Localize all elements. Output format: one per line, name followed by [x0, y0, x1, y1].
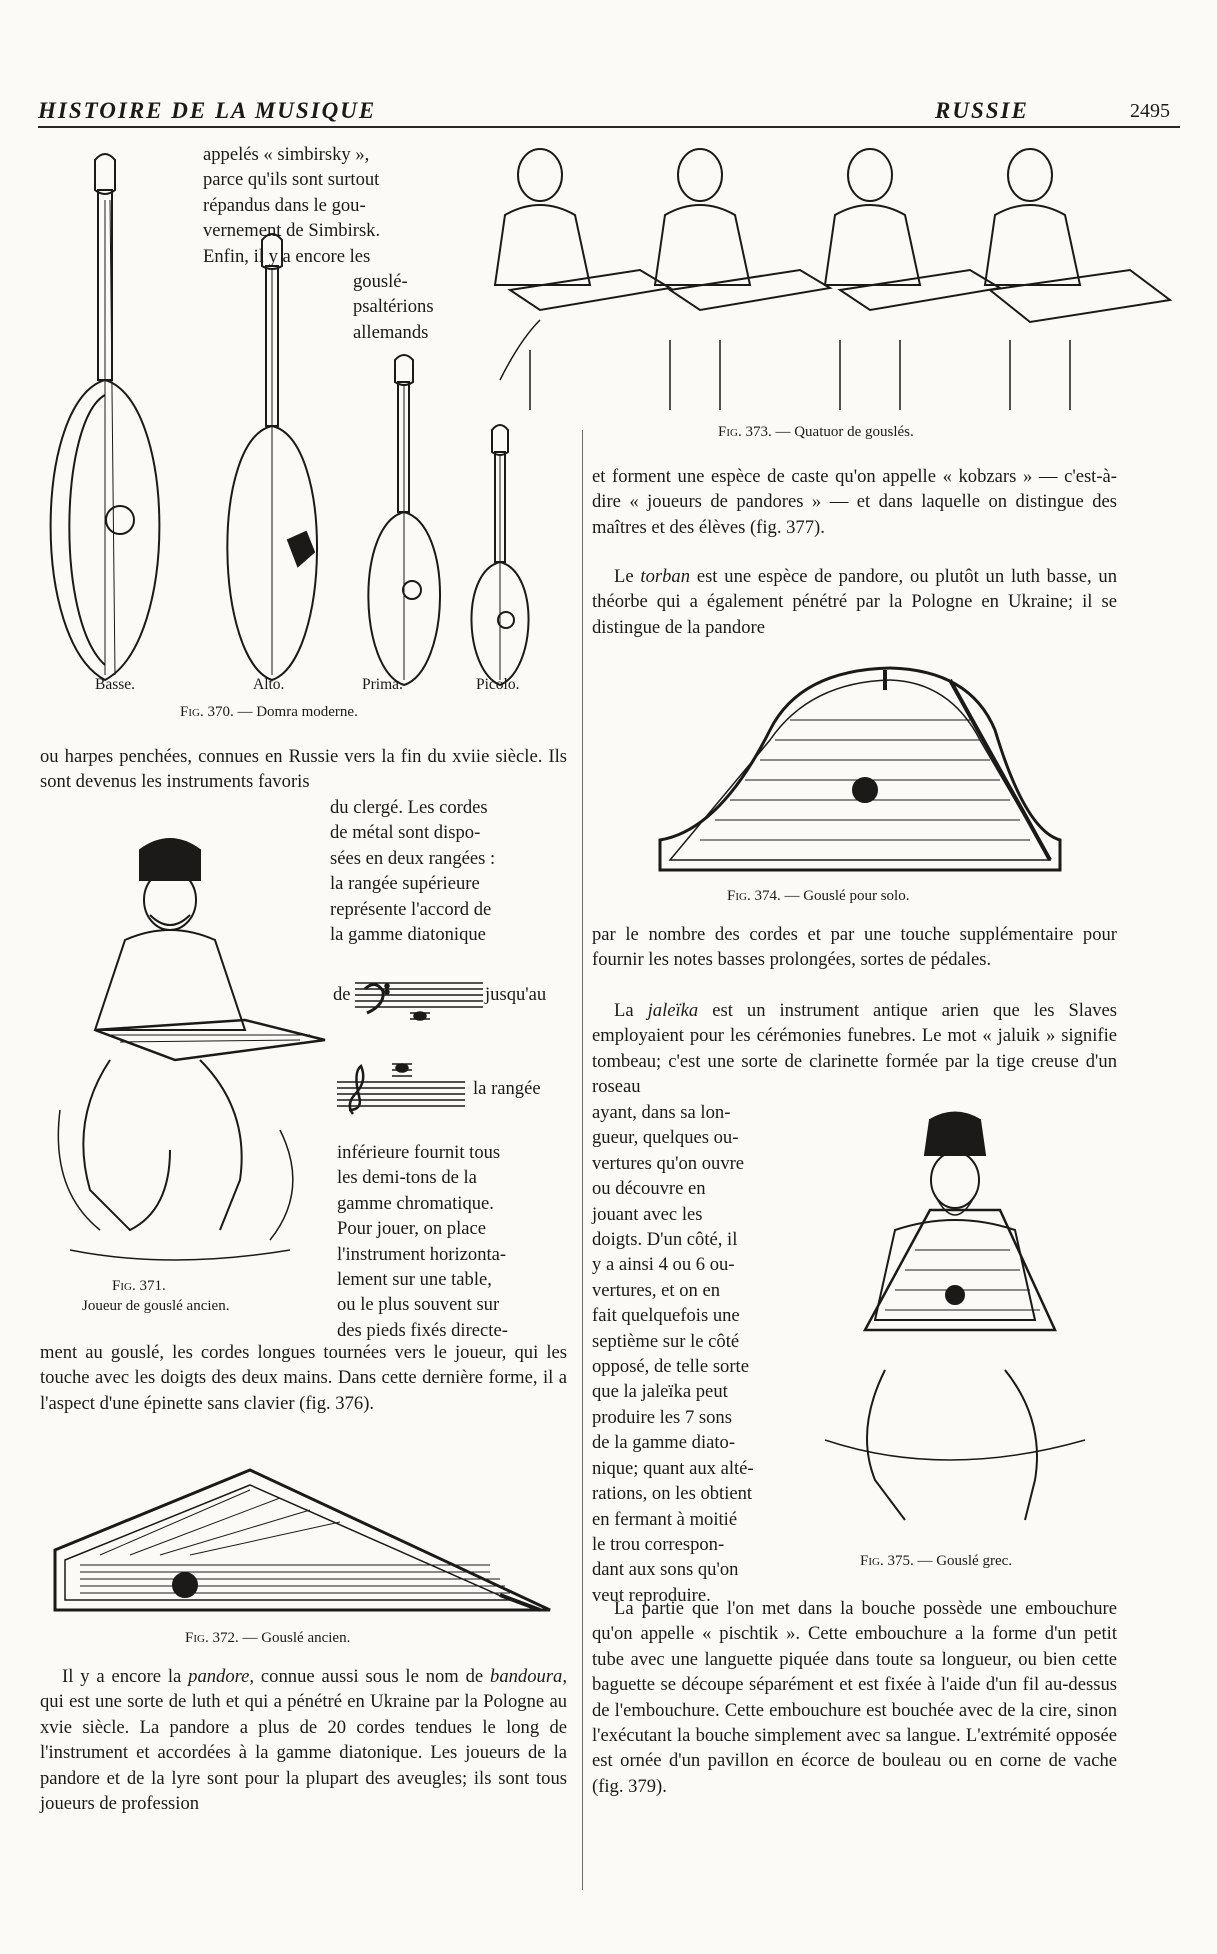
paragraph-bouche: La partie que l'on met dans la bouche possède une embouchure qu'on appelle « pischtik ». Cette embouchure a la forme d'un petit tube avec une languette piquée dans toute sa longueur, ou bien cette baguette se découpe séparément et est fixée à l'aide d'un fil au-dessus de l'embouchure. Cette embouchure est bouchée avec de la cire, sinon l'exécutant la bouche simplement avec sa langue. L'extrémité opposée est ornée d'un pavillon en écorce de bouleau ou en corne de vache (fig. 379). — [592, 1598, 1117, 1797]
fig371-caption-number — [112, 1278, 166, 1295]
text-line: lement sur une table, — [337, 1269, 492, 1291]
text-line: produire les 7 sons — [592, 1406, 732, 1428]
text-line: la rangée supérieure — [330, 873, 480, 895]
jusqu-text: jusqu'au — [485, 984, 547, 1005]
paragraph-caste: et forment une espèce de caste qu'on appelle « kobzars » — c'est-à-dire « joueurs de pandores » — et dans laquelle on distingue des maîtres et des élèves (fig. 377). — [592, 466, 1117, 538]
text-line: gouslé- — [353, 271, 408, 293]
caption-text: — Gouslé pour solo. — [780, 888, 910, 904]
paragraph-jaleika — [592, 998, 1117, 1100]
fig372-caption — [185, 1630, 350, 1647]
text-line: nique; quant aux alté- — [592, 1457, 754, 1479]
caption-text: — Gouslé ancien. — [238, 1630, 351, 1646]
paragraph-torban — [592, 564, 1117, 640]
caption-number: Fig. 371. — [112, 1278, 166, 1294]
text-line: appelés « simbirsky », — [203, 144, 370, 165]
caption-text: — Gouslé grec. — [913, 1553, 1013, 1569]
text-line: inférieure fournit tous — [337, 1142, 501, 1163]
text-line: que la jaleïka peut — [592, 1381, 728, 1403]
label-prima: Prima. — [362, 676, 403, 693]
narrow-text-block-right — [592, 1100, 797, 1608]
caption-text: — Quatuor de gouslés. — [771, 424, 914, 440]
text-run: Il y a encore la — [62, 1666, 189, 1687]
fig372-gousle-ancien-illustration — [40, 1460, 560, 1620]
running-head-title: HISTOIRE DE LA MUSIQUE — [38, 98, 377, 123]
fig370-caption — [180, 704, 358, 721]
text-line: allemands — [353, 321, 429, 343]
text-line: ou le plus souvent sur — [337, 1294, 500, 1316]
text-line: des pieds fixés directe- — [337, 1319, 508, 1341]
text-line: en fermant à moitié — [592, 1508, 738, 1530]
text-line: y a ainsi 4 ou 6 ou- — [592, 1254, 735, 1276]
text-line: de la gamme diato- — [592, 1432, 736, 1454]
fig375-caption — [860, 1553, 1012, 1570]
text-line: veut reproduire. — [592, 1584, 711, 1606]
caption-number: Fig. 370. — [180, 704, 234, 720]
text-line: représente l'accord de — [330, 898, 492, 920]
label-alto: Alto. — [253, 676, 285, 693]
text-line: ou découvre en — [592, 1178, 706, 1200]
text-line: vertures qu'on ouvre — [592, 1152, 745, 1174]
text-line: vernement de Simbirsk. — [203, 220, 381, 242]
text-run: qui est une sorte de luth et qui a pénétré en Ukraine par la Pologne au xvie siècle. La pandore a plus de 20 cordes tendues le long de l'instrument et accordées à la gamme diatonique. Les joueurs de la pandore et de la lyre sont pour la plupart des aveugles; ils sont tous joueurs de profession — [40, 1691, 567, 1815]
page-number: 2495 — [1130, 100, 1170, 122]
column-divider — [582, 430, 583, 1890]
fig371-caption-text: Joueur de gouslé ancien. — [82, 1298, 230, 1314]
caption-number: Fig. 373. — [718, 424, 772, 440]
caption-number: Fig. 372. — [185, 1630, 239, 1646]
emphasis-jaleika: jaleïka — [647, 1000, 699, 1021]
text-line: doigts. D'un côté, il — [592, 1229, 738, 1251]
paragraph-continue: ment au gouslé, les cordes longues tournées vers le joueur, qui les touche avec les doigts des deux mains. Dans cette dernière forme, il a l'aspect d'une épinette sans clavier (fig. 376). — [40, 1342, 567, 1414]
text-run: Le — [614, 566, 641, 587]
text-line: fait quelquefois une — [592, 1305, 740, 1327]
text-line: Enfin, il y a encore les — [203, 245, 371, 267]
fig373-quartet-illustration — [480, 140, 1180, 420]
treble-clef-staff-icon — [337, 1058, 465, 1118]
emphasis-bandoura: bandoura, — [490, 1666, 567, 1687]
text-line: gueur, quelques ou- — [592, 1127, 739, 1149]
text-run: est un instrument antique arien que les Slaves employaient pour les cérémonies funebres. Le mot « jaluik » signifie tombeau; c'est une sorte de clarinette formée par la tige creuse d'un roseau — [592, 1000, 1117, 1098]
text-line: Pour jouer, on place — [337, 1218, 486, 1240]
text-line: ayant, dans sa lon- — [592, 1102, 731, 1123]
fig371-player-illustration — [40, 810, 330, 1280]
text-line: gamme chromatique. — [337, 1192, 494, 1214]
text-line: répandus dans le gou- — [203, 194, 366, 216]
caption-number: Fig. 374. — [727, 888, 781, 904]
text-line: du clergé. Les cordes — [330, 797, 488, 818]
text-line: psaltérions — [353, 296, 434, 318]
header-rule — [38, 126, 1180, 128]
emphasis-pandore: pandore, — [188, 1666, 255, 1687]
text-line: parce qu'ils sont surtout — [203, 169, 380, 191]
text-line: jouant avec les — [592, 1203, 703, 1225]
de-text: de — [333, 984, 351, 1005]
running-head-section: RUSSIE — [935, 98, 1029, 123]
text-line: sées en deux rangées : — [330, 847, 496, 869]
paragraph-harpes: ou harpes penchées, connues en Russie vers la fin du xviie siècle. Ils sont devenus les instruments favoris — [40, 746, 567, 793]
caption-number: Fig. 375. — [860, 1553, 914, 1569]
label-picolo: Picolo. — [476, 676, 520, 693]
text-line: septième sur le côté — [592, 1330, 740, 1352]
text-line: les demi-tons de la — [337, 1167, 477, 1189]
fig374-gousle-solo-illustration — [650, 660, 1070, 880]
narrow-text-block-2 — [337, 1140, 567, 1343]
text-run: est une espèce de pandore, ou plutôt un luth basse, un théorbe qui a également pénétré par la Pologne en Ukraine; il se distingue de la pandore — [592, 566, 1117, 638]
intro-text-block — [203, 142, 448, 345]
text-run: La — [614, 1000, 648, 1021]
paragraph-cordes: par le nombre des cordes et par une touche supplémentaire pour fournir les notes basses prolongées, sortes de pédales. — [592, 924, 1117, 971]
text-line: opposé, de telle sorte — [592, 1356, 749, 1378]
paragraph-pandore — [40, 1664, 567, 1816]
text-line: rations, on les obtient — [592, 1483, 753, 1505]
text-line: de métal sont dispo- — [330, 822, 481, 844]
bass-clef-staff-icon — [355, 975, 483, 1025]
text-line: dant aux sons qu'on — [592, 1559, 739, 1581]
fig375-greek-player-illustration — [805, 1110, 1105, 1550]
label-basse: Basse. — [95, 676, 136, 693]
caption-text: — Domra moderne. — [233, 704, 358, 720]
fig373-caption — [718, 424, 914, 441]
narrow-text-block-1 — [330, 795, 567, 947]
text-run: connue aussi sous le nom de — [254, 1666, 491, 1687]
text-line: vertures, et on en — [592, 1279, 721, 1301]
text-line: l'instrument horizonta- — [337, 1243, 507, 1265]
text-line: le trou correspon- — [592, 1533, 725, 1555]
la-rangee-text: la rangée — [473, 1078, 541, 1099]
emphasis-torban: torban — [640, 566, 691, 587]
fig374-caption — [727, 888, 909, 905]
text-line: la gamme diatonique — [330, 924, 486, 946]
